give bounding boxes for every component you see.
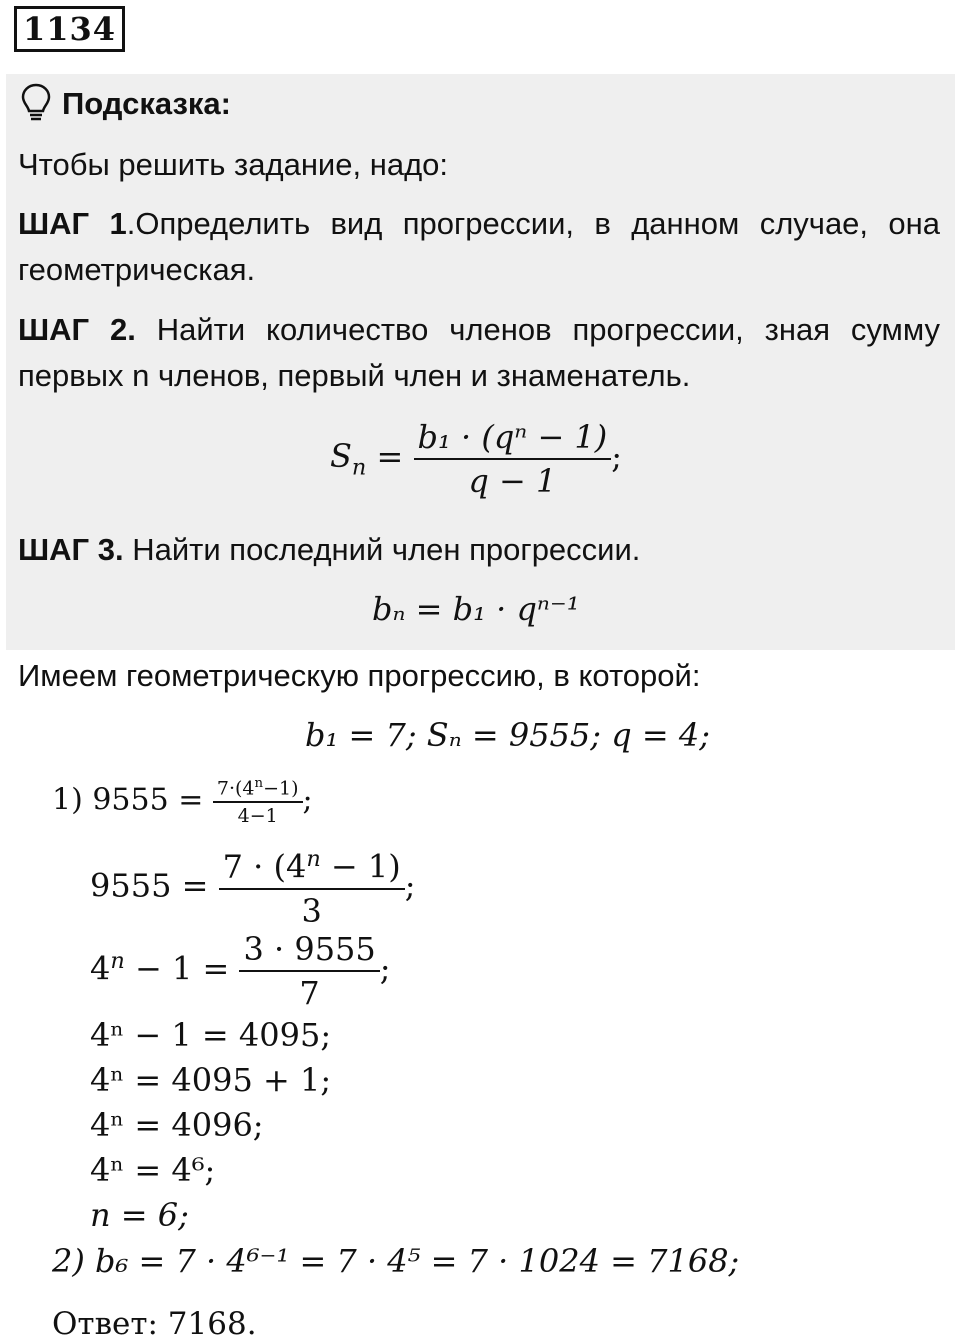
sum-formula-numerator: b₁ · (qⁿ − 1) (414, 418, 612, 460)
step1-equation: 1) 9555 = $\frac{7\cdot(4^n-1)}{4-1}$ ; (52, 776, 313, 828)
step2-label: ШАГ 2. (18, 312, 136, 347)
hint-title: Подсказка: (62, 86, 231, 121)
equation-line: n = 6; (90, 1196, 189, 1234)
solution-intro: Имеем геометрическую прогрессию, в которой: (18, 658, 701, 693)
step2-text: Найти количество членов прогрессии, зная сумму (135, 312, 940, 347)
equation-line: 4ⁿ = 4096; (90, 1106, 264, 1144)
task-number: 1134 (14, 6, 125, 52)
step3-label: ШАГ 3. (18, 532, 124, 567)
step3-text: Найти последний член прогрессии. (123, 532, 641, 567)
equation-line: 4ⁿ − 1 = 4095; (90, 1016, 332, 1054)
equation-line: 4ⁿ = 4095 + 1; (90, 1061, 332, 1099)
step1-text: .Определить вид прогрессии, в данном случае, она (126, 206, 941, 241)
answer: Ответ: 7168. (52, 1306, 257, 1342)
equation-2: 9555 = $\frac{7 \cdot (4^n - 1)}{3}$ ; (90, 846, 416, 930)
step2-line1 (18, 310, 940, 350)
step1-line1 (18, 204, 940, 244)
step1-line2: геометрическая. (18, 252, 256, 287)
lightbulb-icon (20, 83, 52, 123)
equation-3: $4^n - 1$ = $\frac{3 \cdot 9555}{7}$ ; (90, 930, 391, 1012)
hint-intro: Чтобы решить задание, надо: (18, 147, 449, 182)
equation-line: 4ⁿ = 4⁶; (90, 1151, 216, 1189)
last-term-formula: bₙ = b₁ · qⁿ⁻¹ (372, 590, 580, 628)
sum-formula-denominator: q − 1 (468, 462, 557, 500)
sum-formula: $S_n$ = $\frac{\text{b₁ · (qⁿ − 1)}}{q - 1}$ ; (330, 418, 623, 500)
step3-line (18, 530, 640, 570)
step1-label: ШАГ 1 (18, 206, 127, 241)
step2-line2: первых n членов, первый член и знаменатель. (18, 358, 691, 393)
given-values: b₁ = 7; Sₙ = 9555; q = 4; (305, 716, 710, 754)
step2-equation: 2) b₆ = 7 · 4⁶⁻¹ = 7 · 4⁵ = 7 · 1024 = 7168; (52, 1242, 740, 1280)
